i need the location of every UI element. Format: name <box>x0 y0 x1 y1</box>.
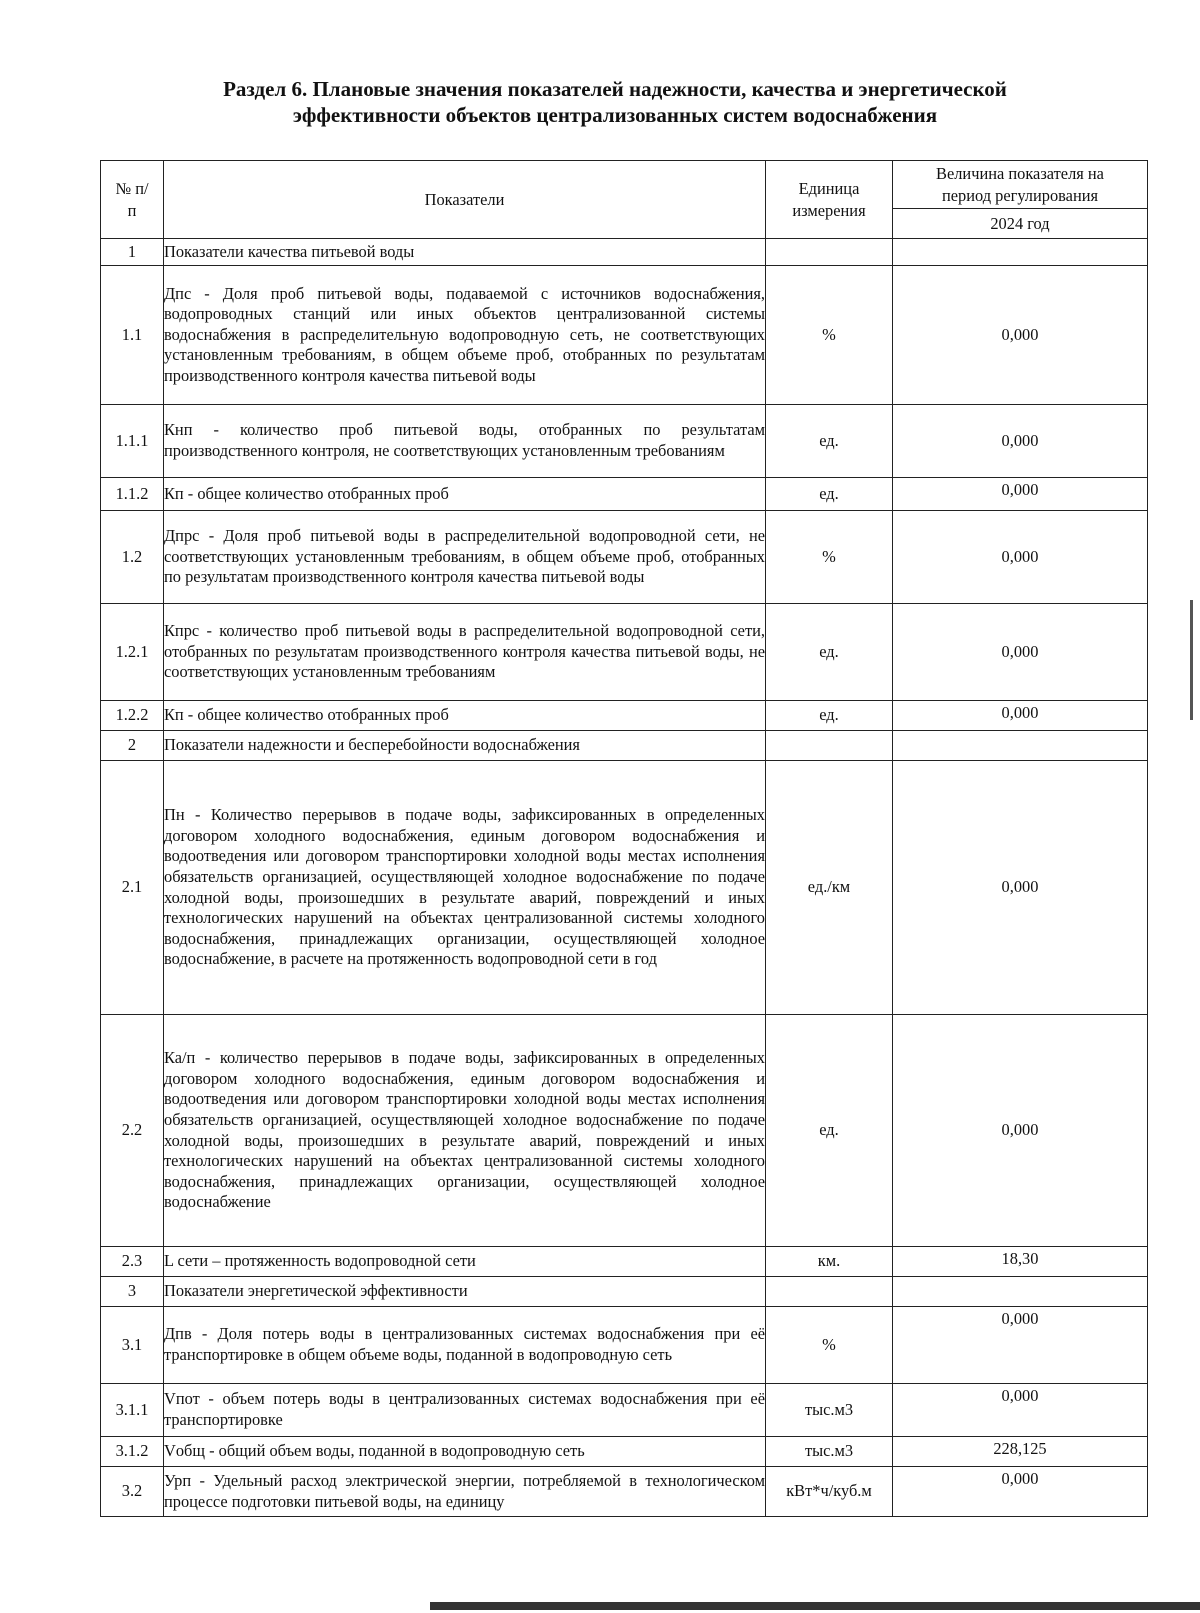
row-unit: км. <box>766 1247 893 1277</box>
row-indicator: Дпс - Доля проб питьевой воды, подаваемой с источников водоснабжения, водопроводных станций или иных объектов централизованной системы водоснабжения в распределительную водопроводную сеть, не соответствующих установленным требованиям, в общем объеме проб, отобранных по результатам производственного контроля качества питьевой воды <box>164 266 766 405</box>
indicators-table <box>100 160 1148 1517</box>
row-num: 1.1.1 <box>101 405 164 478</box>
row-num: 1.1 <box>101 266 164 405</box>
row-indicator: Показатели энергетической эффективности <box>164 1277 766 1307</box>
row-unit: кВт*ч/куб.м <box>766 1467 893 1517</box>
row-unit: ед. <box>766 604 893 701</box>
page-title-line-1: Раздел 6. Плановые значения показателей надежности, качества и энергетической <box>223 77 1007 101</box>
row-indicator: Дпв - Доля потерь воды в централизованных системах водоснабжения при её транспортировке в общем объеме воды, поданной в водопроводную сеть <box>164 1307 766 1384</box>
header-unit: Единица измерения <box>766 161 893 239</box>
row-num: 3.1.2 <box>101 1437 164 1467</box>
scan-edge-mark <box>1190 600 1193 720</box>
scan-bottom-edge <box>430 1602 1200 1610</box>
row-num: 3.1.1 <box>101 1384 164 1437</box>
header-value: Величина показателя на период регулирования <box>893 161 1148 209</box>
header-year: 2024 год <box>893 209 1148 239</box>
table-row <box>101 1015 1148 1247</box>
row-indicator: Ка/п - количество перерывов в подаче воды, зафиксированных в определенных договором холодного водоснабжения, единым договором водоснабжения и водоотведения или договором транспортировки холодной воды местах исполнения обязательств организацией, осуществляющей холодное водоснабжение по подаче холодной воды, произошедших в результате аварий, повреждений и иных технологических нарушений на объектах централизованной системы холодного водоснабжения, принадлежащих организации, осуществляющей холодное водоснабжение <box>164 1015 766 1247</box>
row-value: 0,000 <box>893 266 1148 405</box>
table-row <box>101 1277 1148 1307</box>
row-unit: ед. <box>766 1015 893 1247</box>
header-name: Показатели <box>164 161 766 239</box>
table-row <box>101 1437 1148 1467</box>
row-indicator: Кпрс - количество проб питьевой воды в распределительной водопроводной сети, отобранных по результатам производственного контроля качества питьевой воды, не соответствующих установленным требованиям <box>164 604 766 701</box>
row-value: 0,000 <box>893 511 1148 604</box>
page-title <box>120 76 1110 128</box>
page-title-line-2: эффективности объектов централизованных систем водоснабжения <box>292 103 938 127</box>
header-num: № п/п <box>101 161 164 239</box>
row-num: 1.2.1 <box>101 604 164 701</box>
row-unit: % <box>766 1307 893 1384</box>
table-row <box>101 1467 1148 1517</box>
table-header <box>101 161 1148 239</box>
row-unit <box>766 239 893 266</box>
row-unit: % <box>766 266 893 405</box>
row-unit: % <box>766 511 893 604</box>
row-unit <box>766 731 893 761</box>
table-row <box>101 604 1148 701</box>
row-num: 1.1.2 <box>101 478 164 511</box>
row-indicator: Кп - общее количество отобранных проб <box>164 478 766 511</box>
row-indicator: Кп - общее количество отобранных проб <box>164 701 766 731</box>
row-num: 3 <box>101 1277 164 1307</box>
row-num: 1.2.2 <box>101 701 164 731</box>
row-unit: ед./км <box>766 761 893 1015</box>
row-indicator: L сети – протяженность водопроводной сети <box>164 1247 766 1277</box>
row-value: 0,000 <box>893 701 1148 731</box>
table-row <box>101 761 1148 1015</box>
row-value <box>893 239 1148 266</box>
row-value: 0,000 <box>893 604 1148 701</box>
row-value: 0,000 <box>893 1384 1148 1437</box>
row-value: 0,000 <box>893 478 1148 511</box>
table-row <box>101 266 1148 405</box>
row-num: 2.2 <box>101 1015 164 1247</box>
table-row <box>101 478 1148 511</box>
row-indicator: Дпрс - Доля проб питьевой воды в распределительной водопроводной сети, не соответствующих установленным требованиям, в общем объеме проб, отобранных по результатам производственного контроля качества питьевой воды <box>164 511 766 604</box>
row-value: 18,30 <box>893 1247 1148 1277</box>
row-value <box>893 731 1148 761</box>
row-num: 2.3 <box>101 1247 164 1277</box>
row-num: 1 <box>101 239 164 266</box>
row-indicator: Показатели надежности и бесперебойности водоснабжения <box>164 731 766 761</box>
row-unit: тыс.м3 <box>766 1384 893 1437</box>
row-num: 1.2 <box>101 511 164 604</box>
row-unit: ед. <box>766 405 893 478</box>
table-row <box>101 1307 1148 1384</box>
table-row <box>101 701 1148 731</box>
row-num: 2.1 <box>101 761 164 1015</box>
row-indicator: Кнп - количество проб питьевой воды, отобранных по результатам производственного контроля, не соответствующих установленным требованиям <box>164 405 766 478</box>
row-value: 0,000 <box>893 1467 1148 1517</box>
row-value: 0,000 <box>893 761 1148 1015</box>
row-indicator: Урп - Удельный расход электрической энергии, потребляемой в технологическом процессе подготовки питьевой воды, на единицу <box>164 1467 766 1517</box>
row-num: 2 <box>101 731 164 761</box>
row-indicator: Показатели качества питьевой воды <box>164 239 766 266</box>
row-value: 0,000 <box>893 405 1148 478</box>
table-row <box>101 405 1148 478</box>
table-row <box>101 1384 1148 1437</box>
row-num: 3.1 <box>101 1307 164 1384</box>
row-unit <box>766 1277 893 1307</box>
row-unit: ед. <box>766 478 893 511</box>
row-indicator: Vобщ - общий объем воды, поданной в водопроводную сеть <box>164 1437 766 1467</box>
table-row <box>101 511 1148 604</box>
row-value: 0,000 <box>893 1015 1148 1247</box>
table-row <box>101 239 1148 266</box>
row-value: 0,000 <box>893 1307 1148 1384</box>
table-row <box>101 731 1148 761</box>
row-indicator: Vпот - объем потерь воды в централизованных системах водоснабжения при её транспортировке <box>164 1384 766 1437</box>
row-unit: ед. <box>766 701 893 731</box>
table-row <box>101 1247 1148 1277</box>
row-value <box>893 1277 1148 1307</box>
row-unit: тыс.м3 <box>766 1437 893 1467</box>
row-num: 3.2 <box>101 1467 164 1517</box>
row-indicator: Пн - Количество перерывов в подаче воды, зафиксированных в определенных договором холодного водоснабжения, единым договором водоснабжения и водоотведения или договором транспортировки холодной воды местах исполнения обязательств организацией, осуществляющей холодное водоснабжение по подаче холодной воды, произошедших в результате аварий, повреждений и иных технологических нарушений на объектах централизованной системы холодного водоснабжения, принадлежащих организации, осуществляющей холодное водоснабжение, в расчете на протяженность водопроводной сети в год <box>164 761 766 1015</box>
row-value: 228,125 <box>893 1437 1148 1467</box>
